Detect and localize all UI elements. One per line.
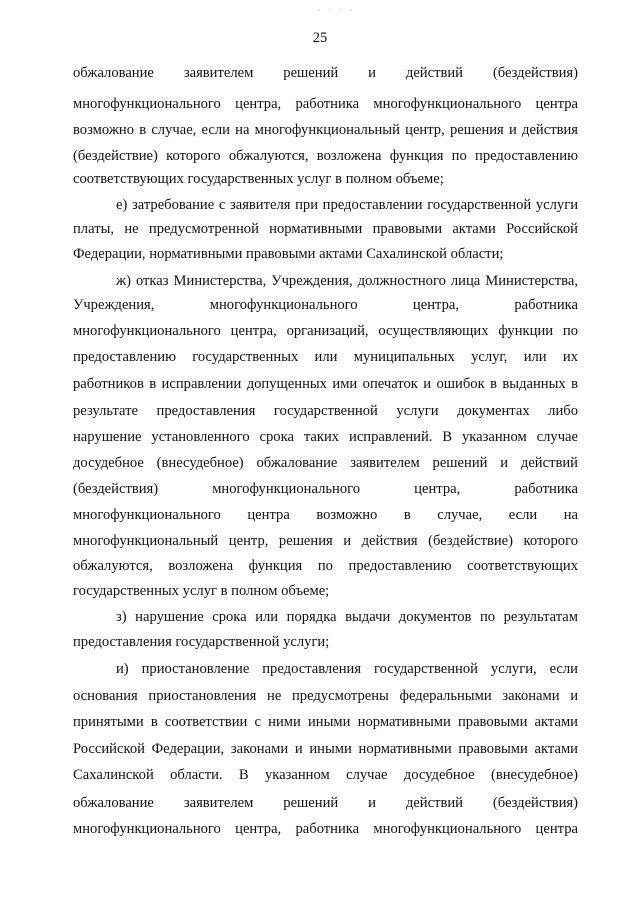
text-line: (бездействия) многофункционального центра, работника [73, 481, 578, 497]
text-line: основания приостановления не предусмотрены федеральными законами и [73, 688, 578, 704]
text-line: государственных услуг в полном объеме; [73, 583, 330, 599]
text-line: Российской Федерации, законами и иными нормативными правовыми актами [73, 741, 578, 757]
text-line: возможно в случае, если на многофункциональный центр, решения и действия [73, 122, 578, 138]
text-line: принятыми в соответствии с ними иными нормативными правовыми актами [73, 714, 578, 730]
text-line: Сахалинской области. В указанном случае досудебное (внесудебное) [73, 767, 578, 783]
paragraph-start-z: з) нарушение срока или порядка выдачи документов по результатам [116, 609, 578, 625]
paragraph-start-e: е) затребование с заявителя при предоставлении государственной услуги [116, 197, 578, 213]
scan-artifact: · · · · [318, 6, 356, 15]
text-line: многофункциональный центр, решения и действия (бездействие) которого [73, 533, 578, 549]
text-line: предоставления государственной услуги; [73, 634, 330, 650]
text-line: (бездействие) которого обжалуются, возложена функция по предоставлению [73, 148, 578, 164]
text-line: Федерации, нормативными правовыми актами Сахалинской области; [73, 246, 504, 262]
text-line: досудебное (внесудебное) обжалование заявителем решений и действий [73, 455, 578, 471]
text-line: предоставлению государственных или муниципальных услуг, или их [73, 349, 578, 365]
text-line: обжалование заявителем решений и действий (бездействия) [73, 795, 578, 811]
text-line: платы, не предусмотренной нормативными правовыми актами Российской [73, 221, 578, 237]
text-line: результате предоставления государственной услуги документах либо [73, 403, 578, 419]
text-line: обжалуются, возложена функция по предоставлению соответствующих [73, 558, 578, 574]
text-line: многофункционального центра, работника многофункционального центра [73, 821, 578, 837]
paragraph-start-zh: ж) отказ Министерства, Учреждения, должностного лица Министерства, [116, 273, 578, 289]
text-line: многофункционального центра возможно в случае, если на [73, 507, 578, 523]
text-line: многофункционального центра, работника многофункционального центра [73, 96, 578, 112]
text-line: Учреждения, многофункционального центра, работника [73, 297, 578, 313]
page-number: 25 [312, 30, 328, 46]
text-line: многофункционального центра, организаций, осуществляющих функции по [73, 323, 578, 339]
text-line: нарушение установленного срока таких исправлений. В указанном случае [73, 429, 578, 445]
text-line: соответствующих государственных услуг в полном объеме; [73, 171, 444, 187]
text-line: работников в исправлении допущенных ими опечаток и ошибок в выданных в [73, 376, 578, 392]
paragraph-start-i: и) приостановление предоставления государственной услуги, если [116, 661, 578, 677]
text-line: обжалование заявителем решений и действий (бездействия) [73, 65, 578, 81]
